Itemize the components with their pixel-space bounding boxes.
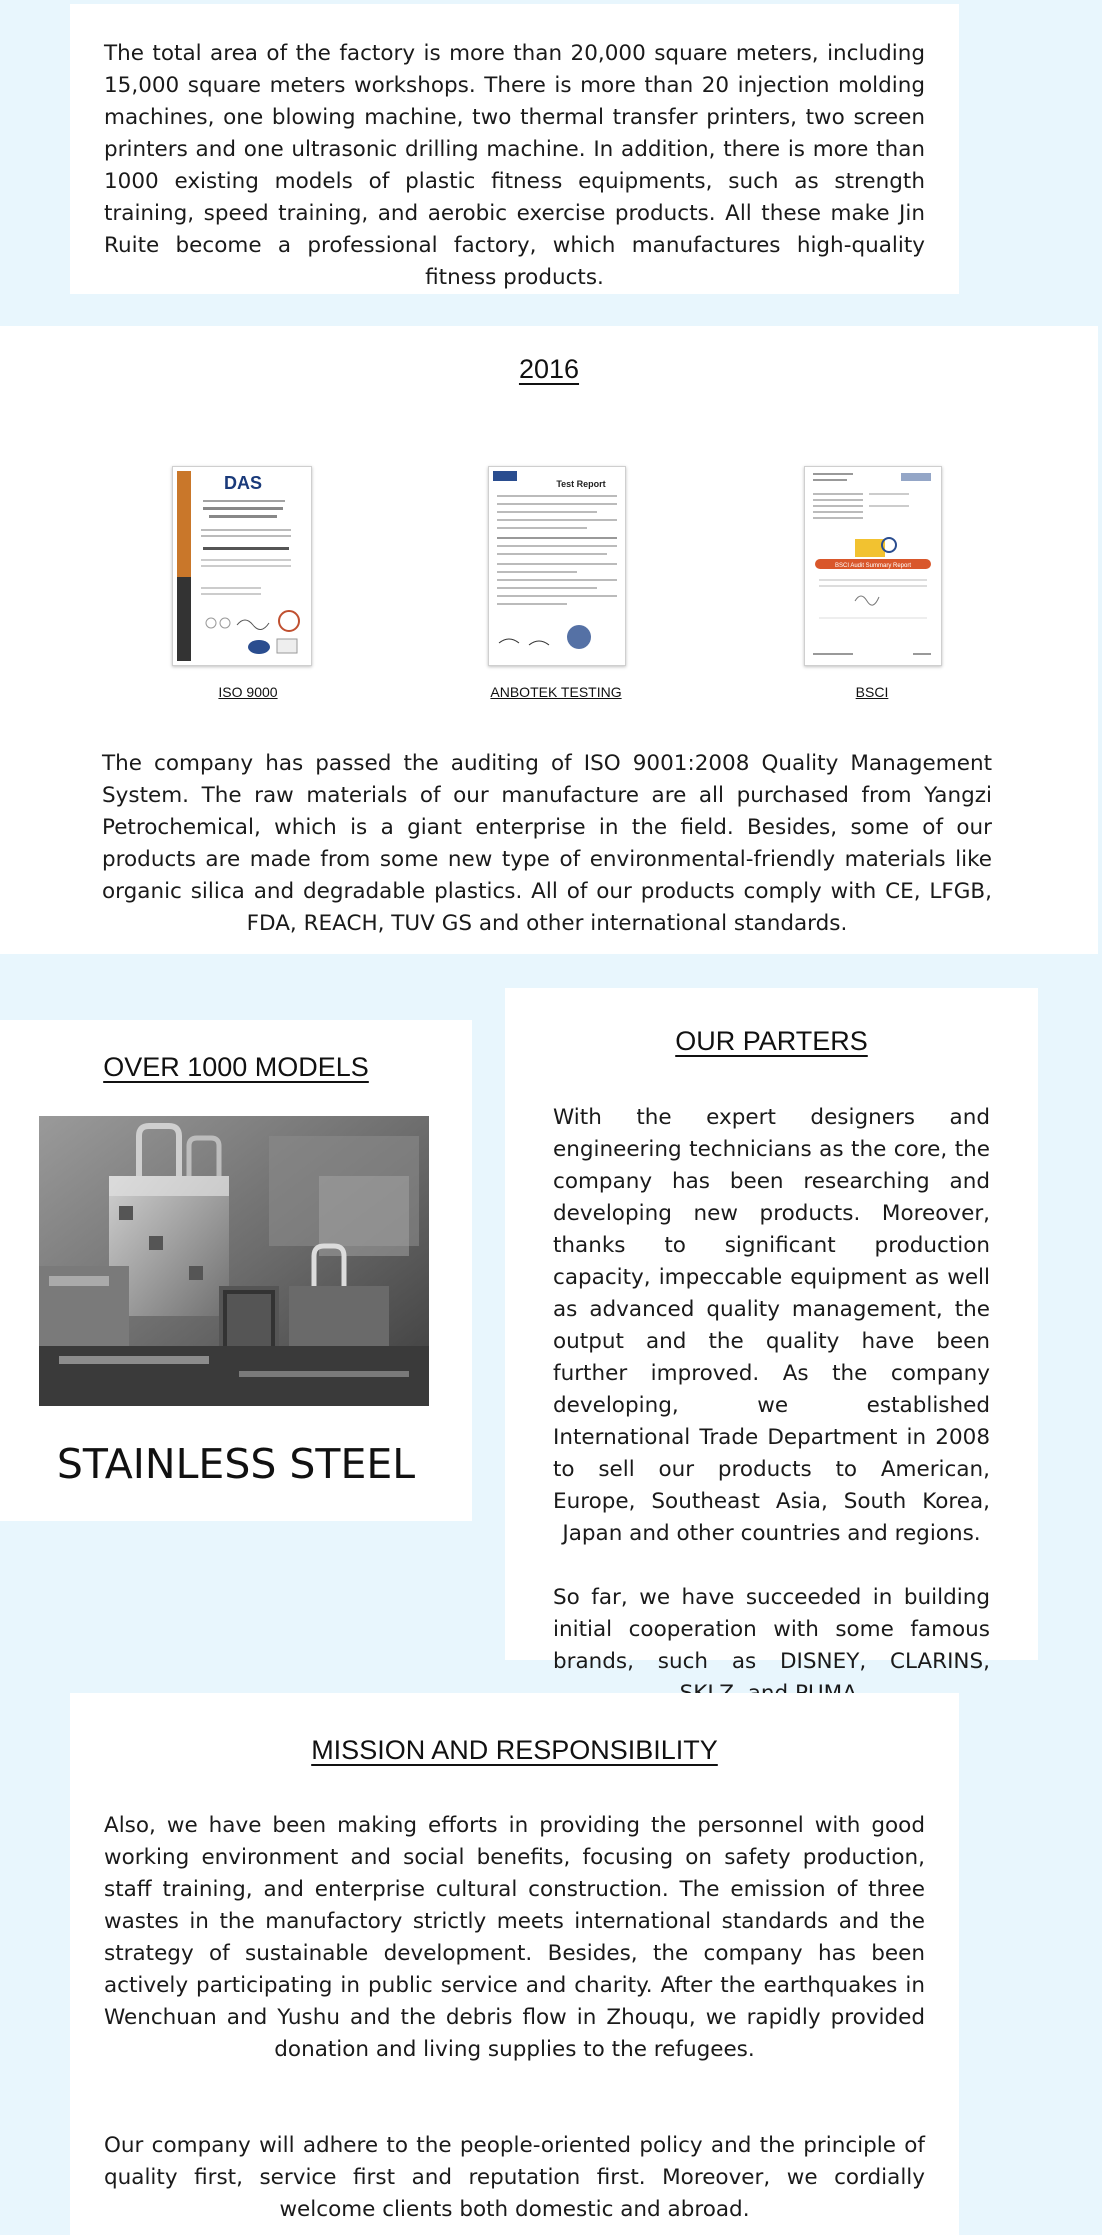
models-card	[0, 1020, 472, 1521]
mission-heading: MISSION AND RESPONSIBILITY	[311, 1735, 718, 1765]
cert-bsci-title: BSCI Audit Summary Report	[834, 563, 912, 569]
models-caption: STAINLESS STEEL	[56, 1440, 416, 1488]
iso9000-certificate-image[interactable]	[172, 466, 312, 666]
partners-text-2: So far, we have succeeded in building initial cooperation with some famous brands, such as DISNEY, CLARINS,	[553, 1585, 990, 1674]
certificates-section	[0, 326, 1098, 954]
factory-text: The total area of the factory is more than 20,000 square meters, including 15,000 square meters workshops. There is more than 20 injection molding machines, one blowing machine, two thermal transfer printers, two screen printers and one ultrasonic drilling machine. In addition, there is more than 1000 existing models of plastic fitness equipments, such as strength training, speed training, and aerobic exercise products. All these make Jin Ruite become a professional factory, which manufactures high-quality fitness products.	[104, 41, 925, 290]
mission-card	[70, 1693, 959, 2235]
cert-test-report-title: Test Report	[556, 479, 606, 489]
partners-text-1: With the expert designers and engineering technicians as the core, the company has been researching and developing new products. Moreover, thanks to significant production capacity, impeccable equipment as well as advanced quality management, the output and the quality have been further improved. As the company developing, we established International Trade Department in 2008 to sell our products to American, Europe, Southeast Asia, South Korea, Japan and other countries and regions.	[553, 1105, 990, 1546]
mission-text-2: Our company will adhere to the people-oriented policy and the principle of quality first, service first and reputation first. Moreover, we cordially welcome clients both domestic and abroad.	[104, 2133, 925, 2222]
certificates-year-heading: 2016	[518, 354, 580, 384]
models-heading: OVER 1000 MODELS	[103, 1052, 369, 1082]
cert-das-logo: DAS	[223, 473, 263, 493]
anbotek-test-report-image[interactable]	[488, 466, 626, 666]
anbotek-testing-label[interactable]: ANBOTEK TESTING	[490, 684, 622, 700]
certificates-text: The company has passed the auditing of ISO 9001:2008 Quality Management System. The raw materials of our manufacture are all purchased from Yangzi Petrochemical, which is a giant enterprise in the field. Besides, some of our products are made from some new type of environmental-friendly materials like organic silica and degradable plastics. All of our products comply with CE, LFGB, FDA, REACH, TUV GS and other international standards.	[102, 751, 992, 936]
factory-card	[70, 4, 959, 294]
mission-text-1: Also, we have been making efforts in providing the personnel with good working environment and social benefits, focusing on safety production, staff training, and enterprise cultural construction. The emission of three wastes in the manufactory strictly meets international standards and the strategy of sustainable development. Besides, the company has been actively participating in public service and charity. After the earthquakes in Wenchuan and Yushu and the debris flow in Zhouqu, we rapidly provided donation and living supplies to the refugees.	[104, 1813, 925, 2062]
partners-card	[505, 988, 1038, 1674]
iso9000-label[interactable]: ISO 9000	[218, 684, 278, 700]
bsci-report-image[interactable]	[804, 466, 942, 666]
stainless-steel-mold-image	[39, 1116, 429, 1406]
partners-heading: OUR PARTERS	[675, 1026, 868, 1056]
bsci-label[interactable]: BSCI	[855, 684, 889, 700]
